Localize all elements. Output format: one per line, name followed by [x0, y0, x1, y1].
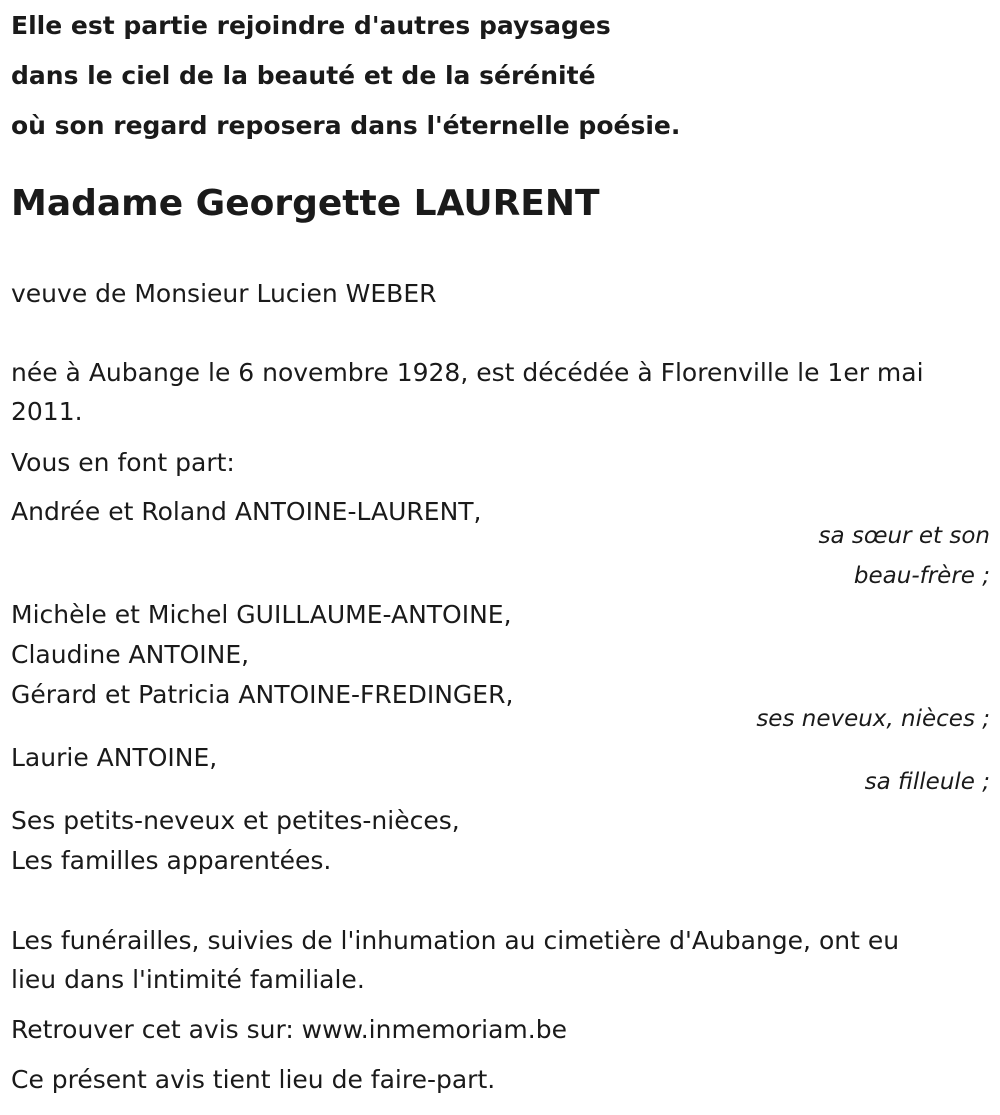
birth-death-line-2: 2011. [11, 397, 83, 426]
funeral-line-1: Les funérailles, suivies de l'inhumation au cimetière d'Aubange, ont eu [11, 926, 900, 955]
family-nephew-1: Michèle et Michel GUILLAUME-ANTOINE, [11, 600, 512, 629]
poem-line-2: dans le ciel de la beauté et de la sérénité [11, 61, 596, 90]
family-goddaughter: Laurie ANTOINE, [11, 743, 218, 772]
birth-death-line-1: née à Aubange le 6 novembre 1928, est décédée à Florenville le 1er mai [11, 358, 924, 387]
family-others-2: Les familles apparentées. [11, 846, 332, 875]
family-nephews-relation: ses neveux, nièces ; [756, 706, 990, 732]
family-others-1: Ses petits-neveux et petites-nièces, [11, 806, 460, 835]
website-line: Retrouver cet avis sur: www.inmemoriam.be [11, 1015, 567, 1044]
poem-line-1: Elle est partie rejoindre d'autres paysages [11, 11, 611, 40]
poem-line-3: où son regard reposera dans l'éternelle poésie. [11, 111, 681, 140]
family-nephew-2: Claudine ANTOINE, [11, 640, 250, 669]
family-sister-relation-1: sa sœur et son [818, 523, 990, 549]
family-nephew-3: Gérard et Patricia ANTOINE-FREDINGER, [11, 680, 514, 709]
family-sister: Andrée et Roland ANTOINE-LAURENT, [11, 497, 482, 526]
funeral-line-2: lieu dans l'intimité familiale. [11, 965, 365, 994]
announce-intro: Vous en font part: [11, 448, 235, 477]
closing-line: Ce présent avis tient lieu de faire-part. [11, 1065, 496, 1094]
deceased-name: Madame Georgette LAURENT [11, 183, 600, 224]
family-sister-relation-2: beau-frère ; [853, 563, 990, 589]
widow-line: veuve de Monsieur Lucien WEBER [11, 279, 437, 308]
family-goddaughter-relation: sa filleule ; [864, 769, 990, 795]
